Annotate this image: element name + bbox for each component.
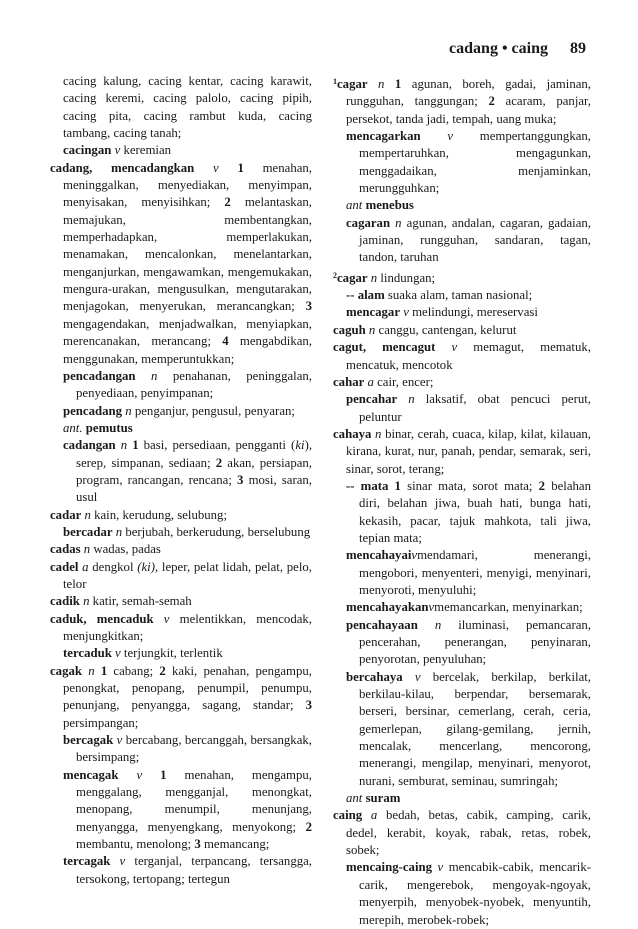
sense-number: 3 xyxy=(237,472,244,487)
headword: cadik xyxy=(50,594,80,609)
headword: cagak xyxy=(50,663,82,678)
sense-number: 1 xyxy=(160,767,167,782)
definition-text: katir, semah-semah xyxy=(89,594,192,609)
part-of-speech: n xyxy=(375,426,382,441)
sub-entry xyxy=(333,478,591,547)
definition-text: bercabang, bercanggah, bersangkak, bersimpang; xyxy=(76,733,312,765)
sub-entry xyxy=(333,197,591,214)
definition-text: keremian xyxy=(120,143,172,158)
headword: tercagak xyxy=(63,854,111,869)
part-of-speech: v xyxy=(116,733,123,748)
part-of-speech: n xyxy=(83,594,90,609)
part-of-speech: ant xyxy=(346,791,363,806)
running-head: cadang • caing xyxy=(449,40,548,57)
part-of-speech: v xyxy=(213,160,219,175)
headword: pencadang xyxy=(63,403,123,418)
definition-text xyxy=(118,768,136,782)
definition-text: lindungan; xyxy=(377,270,436,285)
sub-entry xyxy=(50,645,312,662)
sense-number: 2 xyxy=(488,94,495,109)
dictionary-entry xyxy=(333,73,591,128)
definition-text: mempertanggungkan, mempertaruhkan, mengagunkan, menggadaikan, menjaminkan, merungguhkan; xyxy=(359,129,591,196)
definition-text: terjungkit, terlentik xyxy=(120,646,223,661)
definition-text: mengabdikan, menggunakan, memperuntukkan; xyxy=(63,334,313,366)
dictionary-entry xyxy=(50,663,312,732)
right-column xyxy=(333,73,591,929)
sub-entry xyxy=(333,128,591,197)
part-of-speech: v xyxy=(114,143,121,158)
part-of-speech: n xyxy=(434,617,442,632)
definition-text: memancang; xyxy=(200,837,270,852)
definition-text: ), serep, simpanan, sediaan; xyxy=(76,438,313,470)
headword: -- mata xyxy=(346,478,389,493)
definition-text: iluminasi, pemancaran, pencerahan, penerangan, penyinaran, penyorotan, penyuluhan; xyxy=(359,617,591,667)
sub-entry xyxy=(333,391,591,426)
headword: mencagarkan xyxy=(346,129,421,144)
sense-number: 1 xyxy=(132,438,139,453)
headword: cadar xyxy=(50,507,82,522)
sub-entry xyxy=(333,547,591,599)
sub-entry xyxy=(50,437,312,506)
part-of-speech: n xyxy=(368,322,376,337)
part-of-speech: a xyxy=(370,808,378,823)
definition-text: agunan, boreh, gadai, jaminan, rungguhan, tanggungan; xyxy=(346,77,591,109)
definition-text: binar, cerah, cuaca, kilap, kilat, kilauan, kirana, kurat, nur, panah, pendar, semarak, seri, sinar, sorot, terang; xyxy=(346,426,591,476)
headword: cadas xyxy=(50,542,81,557)
sub-entry xyxy=(333,215,591,267)
sense-number: 2 xyxy=(305,819,312,834)
headword: cacingan xyxy=(63,143,112,158)
part-of-speech: n xyxy=(84,507,91,522)
headword: cagar xyxy=(337,270,368,285)
part-of-speech: n xyxy=(395,215,402,230)
definition-text: bedah, betas, cabik, camping, carik, dedel, kerabit, koyak, rabak, retas, robek, sobek; xyxy=(346,808,591,858)
sub-entry xyxy=(50,524,312,541)
part-of-speech: n xyxy=(151,368,158,383)
definition-text: wadas, padas xyxy=(90,542,161,557)
definition-text xyxy=(435,340,451,354)
definition-text: cacing kalung, cacing kentar, cacing karawit, cacing keremi, cacing palolo, cacing pipih, cacing pita, cacing rambut kuda, cacing tambang, cacing tanah; xyxy=(63,74,312,141)
definition-text: menahan, meninggalkan, menyediakan, menyimpan, menyisakan, menyisihkan; xyxy=(63,160,312,210)
part-of-speech: v xyxy=(437,860,444,875)
entry-continuation xyxy=(50,73,312,142)
dictionary-entry xyxy=(333,807,591,859)
definition-text xyxy=(368,77,378,91)
part-of-speech: n xyxy=(115,524,123,539)
definition-text: laksatif, obat pencuci perut, peluntur xyxy=(359,392,591,424)
definition-text: mengagendakan, menjadwalkan, menyiapkan, merencanakan, merancang; xyxy=(63,316,312,349)
definition-text: belahan diri, belahan jiwa, buah hati, bunga hati, kekasih, pacar, tajuk mahkota, tali jiwa, tepian mata; xyxy=(359,478,591,545)
sub-entry xyxy=(50,368,312,403)
part-of-speech: v xyxy=(447,129,454,144)
sub-entry xyxy=(333,599,591,616)
definition-text xyxy=(142,768,160,782)
dictionary-entry xyxy=(333,322,591,339)
part-of-speech: n xyxy=(125,403,132,418)
sub-entry xyxy=(50,403,312,420)
headword: cadang, mencadangkan xyxy=(50,160,195,175)
headword: menebus xyxy=(365,198,414,213)
part-of-speech: v xyxy=(136,767,143,782)
part-of-speech: a xyxy=(82,559,89,574)
part-of-speech: ant. xyxy=(63,420,83,435)
headword: caduk, mencaduk xyxy=(50,611,154,626)
headword: cahaya xyxy=(333,426,372,441)
part-of-speech: n xyxy=(120,438,128,453)
definition-text xyxy=(403,670,415,684)
sense-number: 4 xyxy=(222,334,229,349)
definition-text: membantu, menolong; xyxy=(76,837,195,852)
part-of-speech: ant xyxy=(346,198,363,213)
dictionary-entry xyxy=(50,559,312,594)
headword: cagaran xyxy=(346,215,391,230)
definition-text xyxy=(418,618,435,632)
definition-text: suaka alam, taman nasional; xyxy=(384,288,533,303)
definition-text: dengkol xyxy=(88,559,138,574)
definition-text: cabang; xyxy=(107,663,160,678)
definition-text: melentikkan, mencodak, menjungkitkan; xyxy=(63,611,312,643)
sub-entry xyxy=(50,420,312,437)
sub-entry xyxy=(50,767,312,854)
definition-text: memagut, mematuk, mencatuk, mencotok xyxy=(346,340,591,372)
definition-text: berjubah, berkerudung, berselubung xyxy=(122,524,311,539)
part-of-speech: a xyxy=(367,374,374,389)
sub-entry xyxy=(333,790,591,807)
headword: cadangan xyxy=(63,438,116,453)
headword: pencahayaan xyxy=(346,617,418,632)
headword: cagut, mencagut xyxy=(333,340,436,355)
definition-text xyxy=(110,854,119,868)
definition-text: menahan, mengampu, menggalang, mengganjal, menongkat, menopang, menumpil, menunjang, menyangga, menyengkang, menyokong; xyxy=(76,767,312,834)
definition-text: mendamari, menerangi, mengobori, menyenteri, menyigi, menyinari, menyoroti, menyuluhi; xyxy=(359,548,591,597)
part-of-speech: v xyxy=(115,646,121,661)
headword: cagar xyxy=(337,77,368,91)
definition-text xyxy=(194,161,213,175)
definition-text: mosi, saran, usul xyxy=(76,472,312,505)
definition-text xyxy=(384,77,394,91)
headword: bercahaya xyxy=(346,669,403,684)
definition-text xyxy=(154,612,164,626)
part-of-speech: n xyxy=(408,392,415,407)
definition-text xyxy=(219,161,238,175)
definition-text xyxy=(421,129,448,143)
headword: pencadangan xyxy=(63,368,136,383)
headword: mencahayai xyxy=(346,548,412,563)
headword: bercagak xyxy=(63,733,114,748)
sense-number: 2 xyxy=(159,663,166,678)
sub-entry xyxy=(333,617,591,669)
sub-entry xyxy=(50,853,312,888)
definition-text: melindungi, mereservasi xyxy=(408,305,538,320)
dictionary-entry xyxy=(333,374,591,391)
homonym-number: 2 xyxy=(333,270,337,280)
left-column xyxy=(50,73,312,888)
sense-number: 3 xyxy=(305,299,312,314)
definition-text: akan, persiapan, program, rancangan, rencana; xyxy=(76,455,312,487)
part-of-speech: v xyxy=(119,854,126,869)
definition-text: terganjal, terpancang, tersangga, tersokong, tertopang; tertegun xyxy=(76,854,312,886)
part-of-speech: v xyxy=(411,548,418,563)
sense-number: 1 xyxy=(394,77,402,91)
headword: mencagak xyxy=(63,767,119,782)
headword: suram xyxy=(365,791,401,806)
page-header xyxy=(449,40,586,58)
sub-entry xyxy=(50,732,312,767)
headword: caing xyxy=(333,808,363,823)
headword: tercaduk xyxy=(63,646,112,661)
definition-text: basi, persediaan, pengganti ( xyxy=(138,438,296,453)
dictionary-entry xyxy=(50,593,312,610)
sub-entry xyxy=(333,669,591,790)
sense-number: 1 xyxy=(100,663,108,678)
headword: cahar xyxy=(333,374,365,389)
sense-number: 1 xyxy=(237,160,244,175)
definition-text: acaram, panjar, persekot, tanda jadi, tempah, uang muka; xyxy=(346,94,591,126)
sub-entry xyxy=(333,287,591,304)
sense-number: 3 xyxy=(194,837,201,852)
dictionary-entry xyxy=(50,160,312,368)
definition-text: cair, encer; xyxy=(373,374,434,389)
dictionary-entry xyxy=(50,541,312,558)
headword: mencahayakan xyxy=(346,600,429,615)
sense-number: 2 xyxy=(224,195,231,210)
part-of-speech: n xyxy=(88,663,95,678)
sense-number: 2 xyxy=(215,455,223,470)
headword: -- alam xyxy=(346,288,385,303)
dictionary-entry xyxy=(333,339,591,374)
headword: pemutus xyxy=(85,420,133,435)
definition-text: penganjur, pengusul, penyaran; xyxy=(131,403,295,418)
part-of-speech: (ki) xyxy=(137,559,155,574)
sub-entry xyxy=(333,859,591,928)
headword: pencahar xyxy=(346,392,398,407)
definition-text: mencabik-cabik, mencarik-carik, mengerebok, mengoyak-ngoyak, menyerpih, menyobek-nyobek, menyuntih, merepih, merobek-robek; xyxy=(359,860,591,927)
headword: mencaing-caing xyxy=(346,860,433,875)
homonym-number: 1 xyxy=(333,77,337,86)
definition-text: melantaskan, memajukan, membentangkan, memperhadapkan, memperlakukan, menamakan, mencalonkan, menelantarkan, menganjurkan, mengawamkan, mengemukakan, mengura-urakan, mengusulkan, mengutarakan, menjagokan, menyerukan, merancangkan; xyxy=(63,195,312,314)
dictionary-entry xyxy=(50,611,312,646)
definition-text xyxy=(136,369,151,383)
part-of-speech: v xyxy=(414,669,421,684)
sub-entry xyxy=(50,142,312,159)
sense-number: 1 xyxy=(394,478,401,493)
part-of-speech: n xyxy=(83,542,91,557)
definition-text: agunan, andalan, cagaran, gadaian, jaminan, rungguhan, sandaran, tagan, tandon, taruhan xyxy=(359,215,592,265)
dictionary-entry xyxy=(333,426,591,478)
headword: bercadar xyxy=(63,524,113,539)
definition-text: bercelak, berkilap, berkilat, berkilau-kilau, berpendar, bersemarak, berseri, bersinar, cemerlang, cerah, ceria, gemerlepan, gilang-gemilang, jernih, mencalak, mencerlang, mencorong, menerangi, mengilap, menyinari, menyorot, nurani, semburat, seminau, sumringah; xyxy=(359,669,591,788)
dictionary-entry xyxy=(333,267,591,287)
definition-text xyxy=(397,392,408,406)
sense-number: 3 xyxy=(305,698,312,713)
headword: mencagar xyxy=(346,305,401,320)
definition-text: kain, kerudung, selubung; xyxy=(90,507,228,522)
definition-text: memancarkan, menyinarkan; xyxy=(434,600,583,615)
definition-text: canggu, cantengan, kelurut xyxy=(375,322,517,337)
page-number: 89 xyxy=(570,40,586,57)
dictionary-entry xyxy=(50,507,312,524)
definition-text xyxy=(362,808,371,822)
part-of-speech: v xyxy=(403,305,409,320)
part-of-speech: v xyxy=(428,600,435,615)
part-of-speech: ki xyxy=(295,438,305,453)
definition-text: , leper, pelat lidah, pelat, pelo, telor xyxy=(63,559,312,591)
part-of-speech: v xyxy=(451,340,458,355)
sub-entry xyxy=(333,304,591,321)
part-of-speech: v xyxy=(163,611,170,626)
definition-text: kaki, penahan, pengampu, penongkat, penopang, penumpil, penumpu, penunjang, penyangga, sagang, standar; xyxy=(63,663,312,713)
sense-number: 2 xyxy=(538,478,546,493)
definition-text: penahanan, peninggalan, penyediaan, penyimpanan; xyxy=(76,368,312,401)
definition-text: persimpangan; xyxy=(63,715,139,730)
definition-text: sinar mata, sorot mata; xyxy=(400,478,539,493)
headword: cadel xyxy=(50,559,79,574)
part-of-speech: n xyxy=(378,77,385,91)
part-of-speech: n xyxy=(370,270,378,285)
headword: caguh xyxy=(333,322,366,337)
